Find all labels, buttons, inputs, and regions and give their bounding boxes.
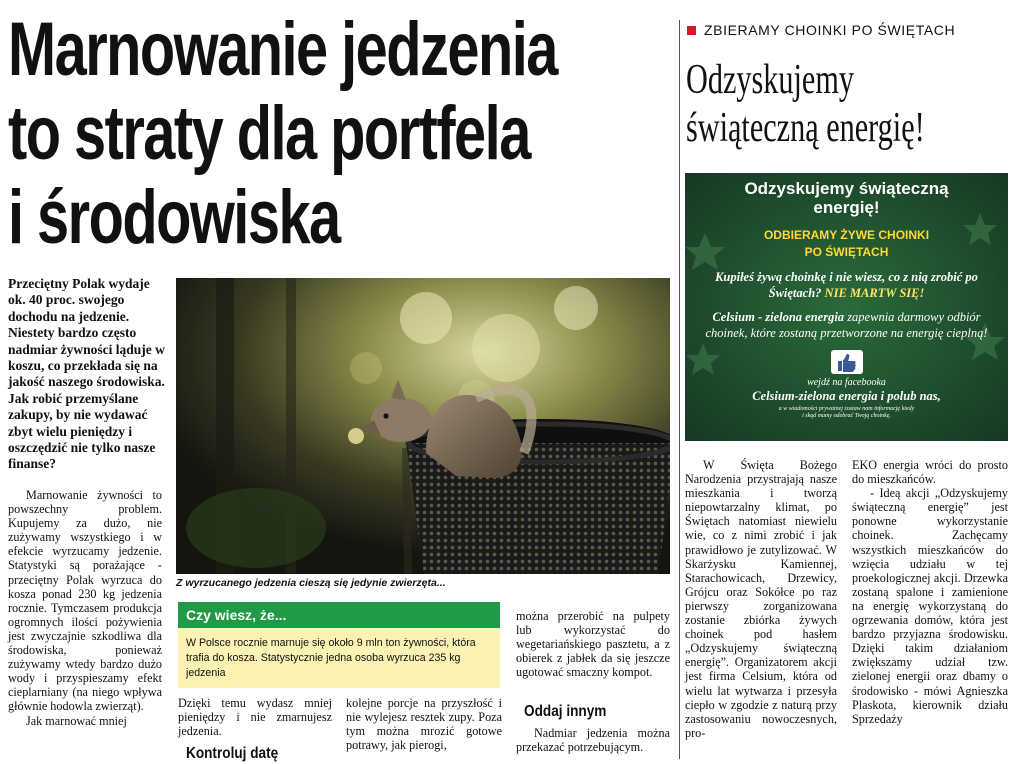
kicker-text: ZBIERAMY CHOINKI PO ŚWIĘTACH [704, 22, 956, 38]
ad-facebook-prompt: wejdź na facebooka [807, 377, 886, 388]
ad-facebook-page: Celsium-zielona energia i polub nas, [752, 389, 941, 403]
sidebar-column-1-text: W Święta Bożego Narodzenia przystrajają nasze mieszkania i tworzą niepowtarzalny klimat, po Świętach natomiast niewielu wie, co z nimi zrobić i jak prawidłowo je zutylizować. W Skarżysku Kamiennej, Starachowicach, Drzewicy, Grójcu oraz Sokółce po raz pierwszy zorganizowana zostanie zbiórka żywych choinek pod hasłem „Odzyskujemy świąteczną energię”. Organizatorem akcji jest firma Celsium, która od wielu lat wytwarza i przesyła ciepło w zgodzie z naturą przy zastosowaniu nowoczesnych, pro- [685, 458, 837, 740]
thumbs-up-icon [830, 349, 864, 375]
ad-pickup-line-1: ODBIERAMY ŻYWE CHOINKI [763, 228, 930, 242]
ad-fine-line-2: i skąd mamy odebrać Twoją choinkę. [802, 413, 891, 419]
photo-caption: Z wyrzucanego jedzenia cieszą się jedynie zwierzęta... [176, 577, 446, 589]
column-2-text: Dzięki temu wydasz mniej pieniędzy i nie zmarnujesz jedzenia. [178, 696, 332, 739]
squirrel-photo [176, 278, 670, 574]
article-column-1 [8, 488, 162, 728]
sidebar-title [686, 56, 925, 152]
ad-description [705, 309, 988, 341]
column-3-text: kolejne porcje na przyszłość i nie wylejesz resztek zupy. Poza tym można mrozić gotowe potrawy, jak pierogi, [346, 696, 502, 753]
sidebar-column-2-paragraph-1: EKO energia wróci do prosto do mieszkańców. [852, 458, 1008, 487]
sidebar-column-1 [685, 458, 837, 740]
article-headline [8, 7, 557, 260]
article-column-2 [178, 696, 332, 738]
sidebar-column-2-paragraph-2: - Ideą akcji „Odzyskujemy świąteczną energię” jest ponowne wykorzystanie choinek. Zachęcamy wszystkich mieszkańców do wzięcia udziału w tej proekologicznej akcji. Drzewka zostaną spalone i zamienione na energię wykorzystaną do ogrzewania domów, która jest bardzo przyjazna środowisku. Dzięki takim działaniom zwiększamy udział tzw. zielonej energii oraz dbamy o środowisko - mówi Agnieszka Plaskota, kierownik działu Sprzedaży [852, 486, 1008, 726]
column-4b-text: Nadmiar jedzenia można przekazać potrzebującym. [516, 726, 670, 755]
column-1-paragraph-1: Marnowanie żywności to powszechny problem. Kupujemy za dużo, nie zużywamy wszystkiego i w efekcie wyrzucamy jedzenie. Statystyki są porażające - przeciętny Polak wyrzuca do kosza ponad 230 kg jedzenia rocznie. Tymczasem produkcja ogromnych ilości pożywienia jest zwyczajnie szkodliwa dla środowiska, ponieważ zużywamy wtedy bardzo dużo wody i przyspieszamy efekt cieplarniany (na niego wpływa głównie hodowla zwierząt). [8, 488, 162, 714]
ad-pickup-line-2: PO ŚWIĘTACH [804, 245, 889, 259]
ad-lead-question: Kupiłeś żywą choinkę i nie wiesz, co z nią zrobić po Świętach? [715, 270, 978, 300]
article-column-3 [346, 696, 502, 752]
ad-lead-highlight: NIE MARTW SIĘ! [824, 286, 925, 300]
celsium-advertisement [685, 173, 1008, 441]
subheading-give-to-others: Oddaj innym [524, 703, 607, 720]
sidebar-title-line-1: Odzyskujemy [686, 57, 854, 103]
sidebar-title-line-2: świąteczną energię! [686, 105, 925, 151]
column-divider [679, 20, 680, 759]
sidebar-kicker [687, 22, 955, 38]
ad-brand-name: Celsium - zielona energia [712, 310, 845, 324]
ad-pickup-banner [685, 227, 1008, 261]
did-you-know-text: W Polsce rocznie marnuje się około 9 mln ton żywności, która trafia do kosza. Statystycznie jedna osoba wyrzuca 235 kg jedzenia [186, 637, 476, 679]
ad-fine-print [685, 406, 1008, 420]
article-column-4 [516, 609, 670, 679]
ad-fine-line-1: a w wiadomości prywatnej zostaw nam informację kiedy [778, 406, 915, 412]
ad-title [685, 179, 1008, 217]
article-lead: Przeciętny Polak wydaje ok. 40 proc. swojego dochodu na jedzenie. Niestety bardzo często nadmiar żywności ląduje w koszu, co przekłada się na jakość naszego środowiska. Jak robić przemyślane zakupy, by nie wydawać zbyt wielu pieniędzy i oszczędzić nie tylko nasze finanse? [8, 276, 165, 472]
did-you-know-title: Czy wiesz, że... [178, 602, 500, 628]
sidebar-column-2 [852, 458, 1008, 726]
headline-line-2: to straty dla portfela [8, 91, 530, 176]
article-column-4-continued [516, 726, 670, 754]
did-you-know-box [178, 602, 500, 688]
red-square-icon [687, 26, 696, 35]
ad-lead [705, 269, 988, 301]
subheading-check-date: Kontroluj datę [186, 745, 279, 762]
ad-title-line-2: energię! [813, 198, 880, 217]
column-1-paragraph-2: Jak marnować mniej [26, 713, 127, 728]
headline-line-3: i środowiska [8, 175, 340, 260]
ad-title-line-1: Odzyskujemy świąteczną [744, 179, 949, 198]
headline-line-1: Marnowanie jedzenia [8, 7, 557, 92]
ad-description-text: zapewnia darmowy odbiór choinek, które zostaną przetworzone na energię cieplną! [705, 310, 988, 340]
column-4-text: można przerobić na pulpety lub wykorzystać do wegetariańskiego pasztetu, a z obierek z jabłek da się jeszcze ugotować smaczny kompot. [516, 609, 670, 680]
